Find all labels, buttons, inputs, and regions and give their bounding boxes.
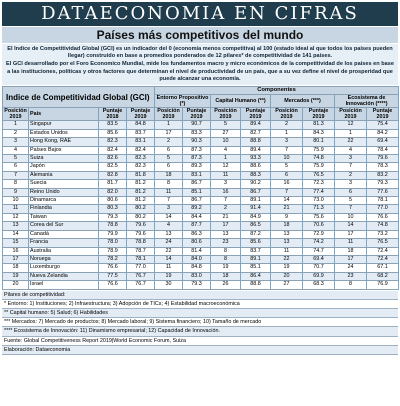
table-cell: 83.7 bbox=[127, 129, 155, 137]
table-cell: 72.4 bbox=[367, 247, 399, 255]
footnote-line: * Entorno: 1) Instituciones; 2) Infraestructura; 3) Adopción de TICs; 4) Estabilidad macroeconómica bbox=[2, 300, 398, 309]
table-cell: 82.4 bbox=[99, 146, 127, 154]
table-cell: 24 bbox=[335, 264, 367, 272]
intro-box bbox=[2, 44, 398, 85]
table-cell: 70.7 bbox=[303, 264, 335, 272]
table-cell: 76.5 bbox=[303, 171, 335, 179]
col-header-mercados-score: Puntaje 2019 bbox=[303, 108, 335, 121]
table-cell: 90.3 bbox=[183, 138, 211, 146]
table-cell: 24 bbox=[155, 239, 183, 247]
country-cell: Japón bbox=[29, 163, 99, 171]
table-cell: 80.3 bbox=[99, 205, 127, 213]
table-cell: 3 bbox=[335, 180, 367, 188]
table-cell: 26 bbox=[211, 281, 241, 289]
table-cell: 8 bbox=[3, 180, 29, 188]
gci-table bbox=[2, 86, 399, 290]
table-cell: 78.8 bbox=[127, 239, 155, 247]
table-cell: 89.4 bbox=[241, 121, 271, 129]
table-cell: 74.7 bbox=[303, 247, 335, 255]
table-cell: 86.7 bbox=[241, 188, 271, 196]
country-cell: Reino Unido bbox=[29, 188, 99, 196]
table-cell: 7 bbox=[155, 197, 183, 205]
table-cell: 23 bbox=[211, 239, 241, 247]
footnote-line: *** Mercados: 7) Mercado de productos; 8) Mercado laboral; 9) Sistema financiero; 10) Tamaño de mercado bbox=[2, 318, 398, 327]
table-cell: 83.1 bbox=[127, 138, 155, 146]
table-cell: 83.2 bbox=[367, 171, 399, 179]
table-cell: 75.6 bbox=[303, 213, 335, 221]
table-cell: 78.1 bbox=[127, 255, 155, 263]
table-cell: 7 bbox=[211, 197, 241, 205]
table-cell: 85.6 bbox=[241, 239, 271, 247]
table-cell: 23 bbox=[335, 272, 367, 280]
table-cell: 4 bbox=[155, 222, 183, 230]
table-cell: 87.3 bbox=[183, 155, 211, 163]
table-cell: 19 bbox=[271, 264, 303, 272]
table-cell: 90.2 bbox=[241, 180, 271, 188]
country-cell: Noruega bbox=[29, 255, 99, 263]
table-cell: 88.8 bbox=[241, 281, 271, 289]
table-cell: 18 bbox=[335, 247, 367, 255]
table-cell: 1 bbox=[271, 129, 303, 137]
table-cell: 76.6 bbox=[99, 281, 127, 289]
table-cell: 8 bbox=[155, 180, 183, 188]
country-cell: Países Bajos bbox=[29, 146, 99, 154]
table-cell: 2 bbox=[211, 205, 241, 213]
table-cell: 18 bbox=[155, 171, 183, 179]
table-cell: 72.3 bbox=[303, 180, 335, 188]
table-cell: 3 bbox=[211, 180, 241, 188]
table-cell: 4 bbox=[3, 146, 29, 154]
table-cell: 20 bbox=[3, 281, 29, 289]
page-subtitle: Países más competitivos del mundo bbox=[2, 27, 398, 43]
table-cell: 21 bbox=[271, 205, 303, 213]
table-cell: 9 bbox=[3, 188, 29, 196]
table-cell: 4 bbox=[335, 146, 367, 154]
table-cell: 88.3 bbox=[241, 171, 271, 179]
table-cell: 83.7 bbox=[241, 247, 271, 255]
table-cell: 3 bbox=[271, 138, 303, 146]
table-cell: 16 bbox=[211, 188, 241, 196]
table-cell: 7 bbox=[335, 205, 367, 213]
group-header-entorno: Entorno Propositivo (*) bbox=[155, 95, 211, 108]
table-cell: 27 bbox=[211, 129, 241, 137]
table-cell: 21 bbox=[211, 213, 241, 221]
table-cell: 13 bbox=[3, 222, 29, 230]
table-cell: 69.4 bbox=[367, 138, 399, 146]
gci-header: Indice de Competitividad Global (GCI) bbox=[3, 87, 155, 108]
table-cell: 84.3 bbox=[303, 129, 335, 137]
table-cell: 18 bbox=[3, 264, 29, 272]
table-cell: 19 bbox=[211, 264, 241, 272]
country-cell: Nueva Zelandia bbox=[29, 272, 99, 280]
table-cell: 4 bbox=[211, 146, 241, 154]
table-cell: 18 bbox=[211, 272, 241, 280]
table-cell: 5 bbox=[335, 197, 367, 205]
col-header-mercados-position: Posición 2019 bbox=[271, 108, 303, 121]
table-cell: 6 bbox=[335, 188, 367, 196]
country-cell: Alemania bbox=[29, 171, 99, 179]
table-cell: 79.6 bbox=[127, 222, 155, 230]
col-header-position: Posición 2019 bbox=[4, 108, 27, 121]
table-cell: 14 bbox=[271, 197, 303, 205]
table-cell: 1 bbox=[3, 121, 29, 129]
table-cell: 16 bbox=[3, 247, 29, 255]
col-header-innovacion-position: Posición 2019 bbox=[335, 108, 367, 121]
table-cell: 7 bbox=[271, 146, 303, 154]
table-cell: 11 bbox=[3, 205, 29, 213]
table-cell: 30 bbox=[155, 281, 183, 289]
country-cell: Dinamarca bbox=[29, 197, 99, 205]
table-cell: 93.3 bbox=[241, 155, 271, 163]
table-row bbox=[3, 146, 399, 154]
col-header-score-2019: Puntaje 2019 bbox=[127, 108, 155, 121]
country-cell: Francia bbox=[29, 239, 99, 247]
table-cell: 8 bbox=[211, 255, 241, 263]
table-cell: 78.7 bbox=[127, 247, 155, 255]
table-cell: 22 bbox=[335, 138, 367, 146]
table-cell: 27 bbox=[271, 281, 303, 289]
table-cell: 82.3 bbox=[99, 138, 127, 146]
table-cell: 3 bbox=[3, 138, 29, 146]
table-cell: 78.8 bbox=[99, 222, 127, 230]
table-cell: 76.9 bbox=[367, 281, 399, 289]
table-cell: 12 bbox=[3, 213, 29, 221]
table-cell: 82.8 bbox=[99, 171, 127, 179]
country-cell: Suiza bbox=[29, 155, 99, 163]
table-row bbox=[3, 213, 399, 221]
table-cell: 72.4 bbox=[367, 255, 399, 263]
footnote-line: **** Ecosistema de Innovación: 11) Dinamismo empresarial; 12) Capacidad de Innovación. bbox=[2, 327, 398, 336]
table-cell: 6 bbox=[155, 146, 183, 154]
table-cell: 79.3 bbox=[367, 180, 399, 188]
table-cell: 89.1 bbox=[241, 197, 271, 205]
table-cell: 6 bbox=[271, 171, 303, 179]
col-header-entorno-score: Puntaje 2019 bbox=[183, 108, 211, 121]
table-header bbox=[3, 87, 399, 121]
footnote-line: Elaboración: Dataeconomia bbox=[2, 346, 398, 355]
table-cell: 69.4 bbox=[303, 255, 335, 263]
table-cell: 80.6 bbox=[99, 197, 127, 205]
table-cell: 81.3 bbox=[303, 121, 335, 129]
table-cell: 77.6 bbox=[367, 188, 399, 196]
table-cell: 19 bbox=[155, 272, 183, 280]
col-header-innovacion-score: Puntaje 2019 bbox=[367, 108, 399, 121]
table-cell: 84.4 bbox=[183, 213, 211, 221]
country-cell: Australia bbox=[29, 247, 99, 255]
table-cell: 78.0 bbox=[99, 239, 127, 247]
table-cell: 77.0 bbox=[127, 264, 155, 272]
table-cell: 14 bbox=[155, 255, 183, 263]
col-header-capital-score: Puntaje 2019 bbox=[241, 108, 271, 121]
table-cell: 79.9 bbox=[99, 230, 127, 238]
table-cell: 76.5 bbox=[367, 239, 399, 247]
table-cell: 14 bbox=[335, 222, 367, 230]
country-cell: Hong Kong, RAE bbox=[29, 138, 99, 146]
table-cell: 81.7 bbox=[99, 180, 127, 188]
table-cell: 75.9 bbox=[303, 163, 335, 171]
table-row bbox=[3, 129, 399, 137]
col-header-entorno-position: Posición 2019 bbox=[155, 108, 183, 121]
table-cell: 73.0 bbox=[303, 197, 335, 205]
table-cell: 86.4 bbox=[241, 272, 271, 280]
country-cell: Israel bbox=[29, 281, 99, 289]
table-row bbox=[3, 205, 399, 213]
table-cell: 82.7 bbox=[241, 129, 271, 137]
components-header: Componentes bbox=[155, 87, 399, 95]
table-cell: 6 bbox=[3, 163, 29, 171]
intro-paragraph-2: El GCI desarrollado por el Foro Economico Mundial, mide los fundamentos macro y micro económicos de la competitividad de los países en base a las instituciones, políticas y otros factores que determinan el nivel de productividad de un país, que a su vez define el nivel de prosperidad que puede alcanzar una economía. bbox=[6, 61, 394, 82]
table-cell: 76.7 bbox=[127, 272, 155, 280]
group-header-mercados: Mercados (***) bbox=[271, 95, 335, 108]
country-cell: Taiwan bbox=[29, 213, 99, 221]
col-header-capital-position: Posición 2019 bbox=[211, 108, 241, 121]
table-cell: 68.3 bbox=[303, 281, 335, 289]
group-header-innovacion: Ecosistema de Innovación (****) bbox=[335, 95, 399, 108]
table-cell: 2 bbox=[155, 138, 183, 146]
table-row bbox=[3, 163, 399, 171]
table-cell: 2 bbox=[335, 171, 367, 179]
table-cell: 9 bbox=[271, 213, 303, 221]
table-cell: 12 bbox=[211, 163, 241, 171]
table-cell: 81.4 bbox=[183, 247, 211, 255]
table-cell: 87.7 bbox=[183, 222, 211, 230]
table-row bbox=[3, 197, 399, 205]
table-cell: 88.8 bbox=[241, 138, 271, 146]
table-cell: 82.0 bbox=[99, 188, 127, 196]
table-cell: 17 bbox=[211, 222, 241, 230]
table-cell: 85.1 bbox=[241, 264, 271, 272]
table-cell: 78.9 bbox=[99, 247, 127, 255]
table-cell: 89.2 bbox=[183, 205, 211, 213]
intro-paragraph-1: El Indice de Competitividad Global (GCI) es un indicador del 0 (economía menos competitiva) al 100 (estado ideal al que todos los países pueden llegar) construido en base a promedios ponderados de 12 pilares* de competitividad de 141 países. bbox=[7, 46, 393, 60]
table-cell: 78.3 bbox=[367, 163, 399, 171]
table-cell: 79.3 bbox=[183, 281, 211, 289]
table-cell: 70.6 bbox=[303, 222, 335, 230]
country-cell: Corea del Sur bbox=[29, 222, 99, 230]
table-row bbox=[3, 155, 399, 163]
table-cell: 18 bbox=[271, 222, 303, 230]
table-cell: 89.3 bbox=[183, 163, 211, 171]
table-cell: 2 bbox=[3, 129, 29, 137]
table-cell: 67.1 bbox=[367, 264, 399, 272]
table-row bbox=[3, 281, 399, 289]
table-cell: 5 bbox=[211, 121, 241, 129]
table-cell: 74.8 bbox=[303, 155, 335, 163]
table-cell: 11 bbox=[271, 247, 303, 255]
table-cell: 82.6 bbox=[99, 155, 127, 163]
table-cell: 76.6 bbox=[367, 213, 399, 221]
table-cell: 76.7 bbox=[127, 281, 155, 289]
table-cell: 79.6 bbox=[127, 230, 155, 238]
table-cell: 14 bbox=[155, 213, 183, 221]
table-row bbox=[3, 222, 399, 230]
table-cell: 80.2 bbox=[127, 213, 155, 221]
col-header-country: País bbox=[29, 108, 99, 121]
table-cell: 17 bbox=[3, 255, 29, 263]
table-cell: 86.3 bbox=[183, 230, 211, 238]
table-cell: 19 bbox=[3, 272, 29, 280]
table-cell: 87.3 bbox=[183, 146, 211, 154]
table-body bbox=[3, 121, 399, 289]
table-cell: 11 bbox=[155, 188, 183, 196]
country-cell: Singapur bbox=[29, 121, 99, 129]
table-cell: 1 bbox=[155, 121, 183, 129]
table-cell: 7 bbox=[271, 188, 303, 196]
table-row bbox=[3, 121, 399, 129]
table-cell: 83.5 bbox=[99, 121, 127, 129]
table-cell: 82.3 bbox=[127, 163, 155, 171]
table-cell: 74.8 bbox=[367, 222, 399, 230]
footnotes bbox=[2, 291, 398, 355]
table-cell: 86.5 bbox=[241, 222, 271, 230]
table-cell: 81.2 bbox=[127, 180, 155, 188]
table-cell: 10 bbox=[271, 155, 303, 163]
table-cell: 87.2 bbox=[241, 230, 271, 238]
table-cell: 80.2 bbox=[127, 205, 155, 213]
country-cell: Finlandia bbox=[29, 205, 99, 213]
table-row bbox=[3, 188, 399, 196]
table-cell: 85.6 bbox=[99, 129, 127, 137]
table-cell: 3 bbox=[155, 205, 183, 213]
table-cell: 7 bbox=[3, 171, 29, 179]
country-cell: Luxemburgo bbox=[29, 264, 99, 272]
table-cell: 80.6 bbox=[183, 239, 211, 247]
table-cell: 3 bbox=[335, 155, 367, 163]
table-cell: 5 bbox=[3, 155, 29, 163]
table-cell: 84.8 bbox=[127, 121, 155, 129]
table-cell: 13 bbox=[211, 230, 241, 238]
country-cell: Estados Unidos bbox=[29, 129, 99, 137]
table-cell: 82.5 bbox=[99, 163, 127, 171]
table-cell: 13 bbox=[271, 230, 303, 238]
table-cell: 84.8 bbox=[183, 264, 211, 272]
table-cell: 81.2 bbox=[127, 197, 155, 205]
footnote-line: Fuente: Global Competitiveness Report 2019|World Economic Forum, Suiza bbox=[2, 337, 398, 346]
table-cell: 22 bbox=[155, 247, 183, 255]
table-cell: 8 bbox=[335, 281, 367, 289]
table-cell: 79.3 bbox=[99, 213, 127, 221]
table-cell: 13 bbox=[155, 230, 183, 238]
table-cell: 1 bbox=[335, 129, 367, 137]
table-cell: 77.0 bbox=[367, 205, 399, 213]
table-cell: 88.6 bbox=[241, 163, 271, 171]
table-cell: 75.4 bbox=[367, 121, 399, 129]
table-cell: 6 bbox=[155, 163, 183, 171]
table-row bbox=[3, 272, 399, 280]
table-cell: 11 bbox=[211, 171, 241, 179]
table-cell: 77.5 bbox=[99, 272, 127, 280]
table-cell: 17 bbox=[335, 255, 367, 263]
table-cell: 14 bbox=[3, 230, 29, 238]
table-cell: 5 bbox=[271, 163, 303, 171]
table-cell: 89.1 bbox=[241, 255, 271, 263]
country-cell: Suecia bbox=[29, 180, 99, 188]
table-cell: 82.3 bbox=[127, 155, 155, 163]
table-row bbox=[3, 180, 399, 188]
table-cell: 8 bbox=[211, 247, 241, 255]
table-cell: 86.7 bbox=[183, 180, 211, 188]
table-cell: 83.0 bbox=[183, 272, 211, 280]
table-cell: 83.3 bbox=[183, 129, 211, 137]
table-cell: 16 bbox=[271, 180, 303, 188]
table-cell: 22 bbox=[271, 255, 303, 263]
table-cell: 10 bbox=[3, 197, 29, 205]
table-cell: 76.6 bbox=[99, 264, 127, 272]
table-cell: 69.9 bbox=[303, 272, 335, 280]
table-row bbox=[3, 171, 399, 179]
table-cell: 1 bbox=[211, 155, 241, 163]
table-cell: 89.4 bbox=[241, 146, 271, 154]
table-cell: 79.6 bbox=[367, 155, 399, 163]
table-cell: 84.2 bbox=[367, 129, 399, 137]
col-header-score-2018: Puntaje 2018 bbox=[99, 108, 127, 121]
table-row bbox=[3, 247, 399, 255]
table-cell: 73.2 bbox=[367, 230, 399, 238]
table-cell: 74.2 bbox=[303, 239, 335, 247]
table-cell: 10 bbox=[335, 213, 367, 221]
table-row bbox=[3, 230, 399, 238]
table-cell: 17 bbox=[335, 230, 367, 238]
table-cell: 91.4 bbox=[241, 205, 271, 213]
table-cell: 78.1 bbox=[367, 197, 399, 205]
table-row bbox=[3, 239, 399, 247]
table-cell: 11 bbox=[155, 264, 183, 272]
table-cell: 86.7 bbox=[183, 197, 211, 205]
table-row bbox=[3, 138, 399, 146]
table-cell: 90.7 bbox=[183, 121, 211, 129]
table-cell: 77.4 bbox=[303, 188, 335, 196]
table-cell: 68.2 bbox=[367, 272, 399, 280]
table-cell: 75.9 bbox=[303, 146, 335, 154]
table-cell: 15 bbox=[3, 239, 29, 247]
table-cell: 7 bbox=[335, 163, 367, 171]
footnote-line: Pilares de competitividad: bbox=[2, 291, 398, 300]
table-cell: 12 bbox=[335, 121, 367, 129]
table-cell: 10 bbox=[211, 138, 241, 146]
group-header-capital-humano: Capital Humano (**) bbox=[211, 95, 271, 108]
table-cell: 81.2 bbox=[127, 188, 155, 196]
table-cell: 13 bbox=[271, 239, 303, 247]
table-cell: 11 bbox=[335, 239, 367, 247]
table-cell: 84.9 bbox=[241, 213, 271, 221]
table-cell: 2 bbox=[271, 121, 303, 129]
table-cell: 85.1 bbox=[183, 188, 211, 196]
table-row bbox=[3, 264, 399, 272]
table-row bbox=[3, 255, 399, 263]
banner-title: DATAECONOMIA EN CIFRAS bbox=[2, 2, 398, 26]
table-cell: 78.4 bbox=[367, 146, 399, 154]
table-cell: 81.8 bbox=[127, 171, 155, 179]
table-cell: 78.2 bbox=[99, 255, 127, 263]
table-cell: 5 bbox=[155, 155, 183, 163]
table-cell: 82.4 bbox=[127, 146, 155, 154]
table-cell: 17 bbox=[155, 129, 183, 137]
table-cell: 80.1 bbox=[303, 138, 335, 146]
footnote-line: ** Capital humano: 5) Salud; 6) Habilidades bbox=[2, 309, 398, 318]
table-cell: 20 bbox=[271, 272, 303, 280]
table-cell: 71.3 bbox=[303, 205, 335, 213]
table-cell: 84.0 bbox=[183, 255, 211, 263]
table-cell: 83.1 bbox=[183, 171, 211, 179]
country-cell: Canadá bbox=[29, 230, 99, 238]
table-cell: 72.9 bbox=[303, 230, 335, 238]
